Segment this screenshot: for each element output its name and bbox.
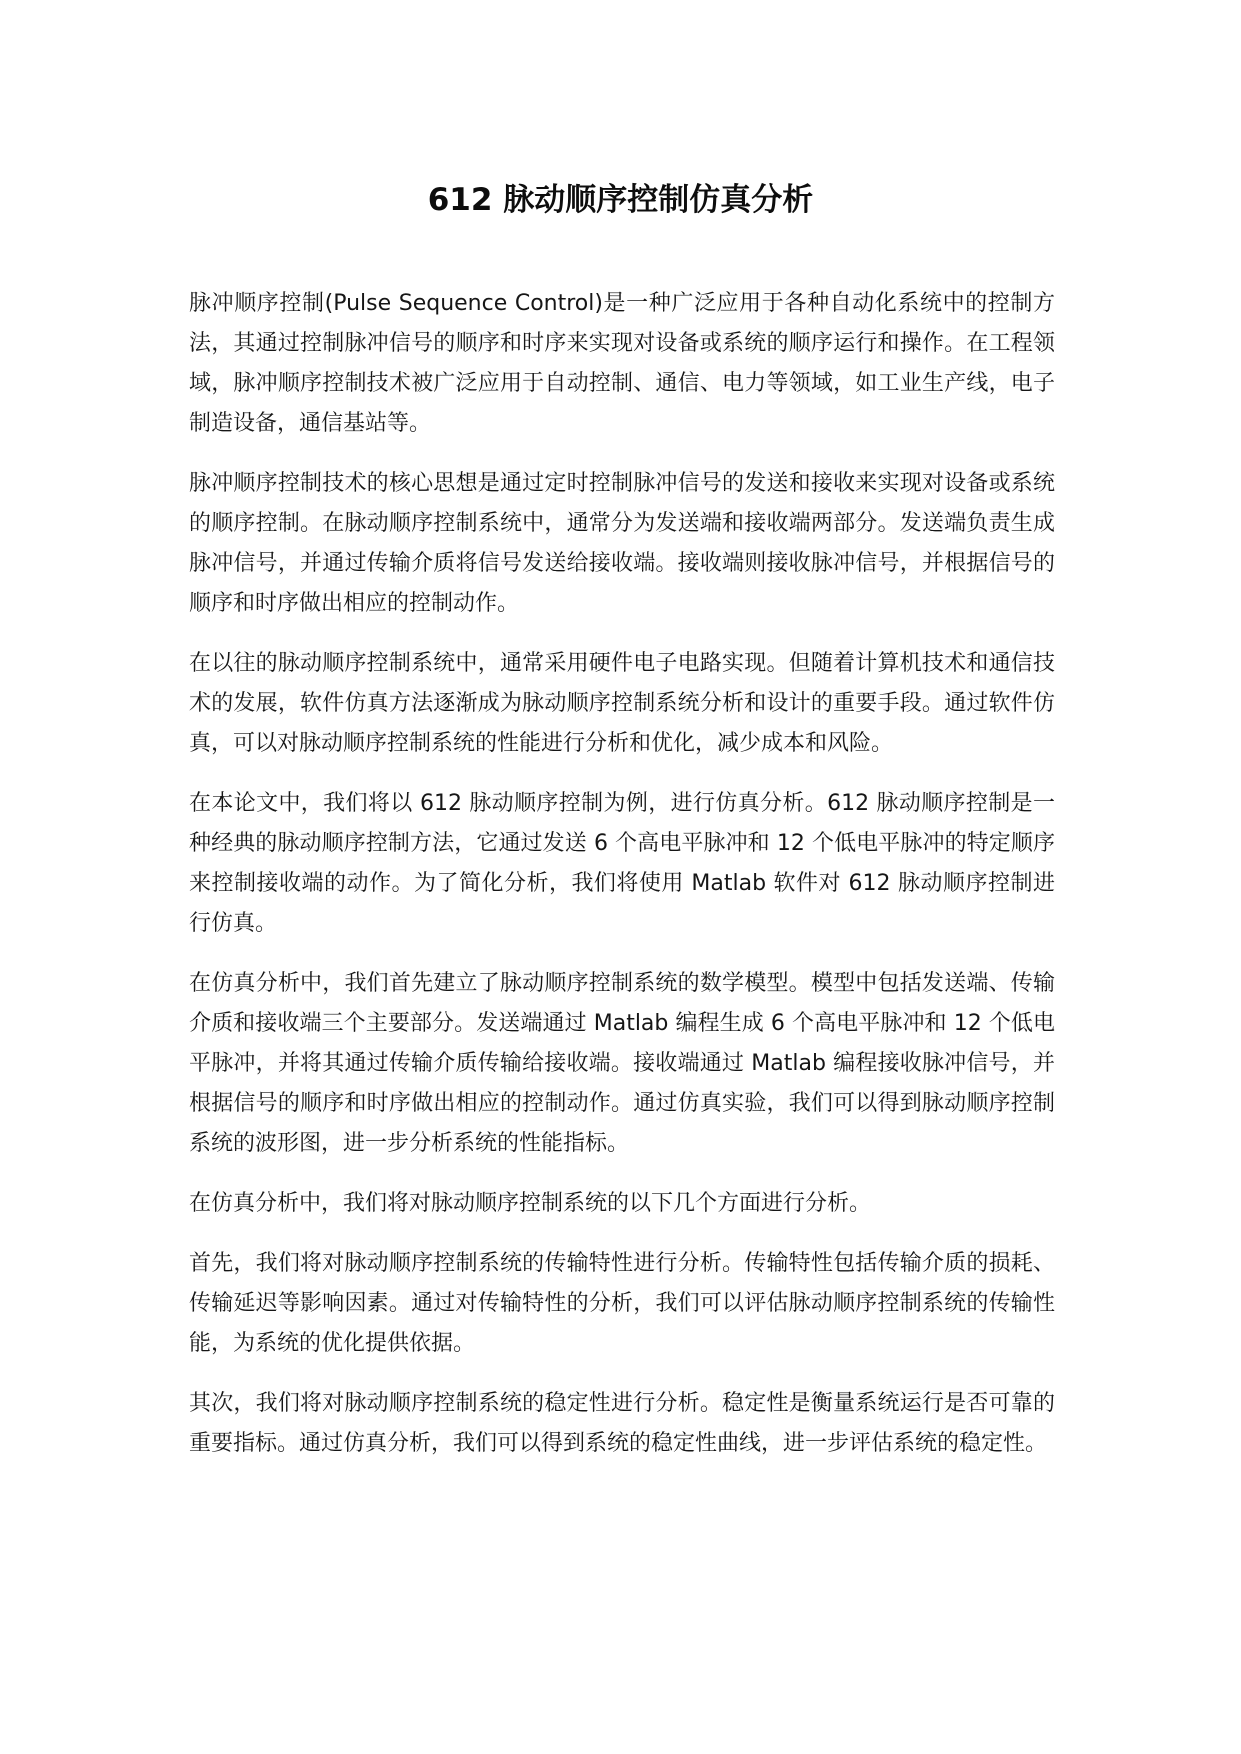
paragraph-6: 在仿真分析中，我们将对脉动顺序控制系统的以下几个方面进行分析。 [189, 1191, 872, 1216]
paragraph-8: 其次，我们将对脉动顺序控制系统的稳定性进行分析。稳定性是衡量系统运行是否可靠的重要指标。通过仿真分析，我们可以得到系统的稳定性曲线，进一步评估系统的稳定性。 [189, 1391, 1055, 1456]
paragraph-5: 在仿真分析中，我们首先建立了脉动顺序控制系统的数学模型。模型中包括发送端、传输介质和接收端三个主要部分。发送端通过 Matlab 编程生成 6 个高电平脉冲和 12 个低电平脉冲，并将其通过传输介质传输给接收端。接收端通过 Matlab 编程接收脉冲信号，并根据信号的顺序和时序做出相应的控制动作。通过仿真实验，我们可以得到脉动顺序控制系统的波形图，进一步分析系统的性能指标。 [189, 971, 1055, 1156]
paragraph-2: 脉冲顺序控制技术的核心思想是通过定时控制脉冲信号的发送和接收来实现对设备或系统的顺序控制。在脉动顺序控制系统中，通常分为发送端和接收端两部分。发送端负责生成脉冲信号，并通过传输介质将信号发送给接收端。接收端则接收脉冲信号，并根据信号的顺序和时序做出相应的控制动作。 [189, 471, 1055, 616]
document-body [189, 284, 1055, 1484]
paragraph-4: 在本论文中，我们将以 612 脉动顺序控制为例，进行仿真分析。612 脉动顺序控制是一种经典的脉动顺序控制方法，它通过发送 6 个高电平脉冲和 12 个低电平脉冲的特定顺序来控制接收端的动作。为了简化分析，我们将使用 Matlab 软件对 612 脉动顺序控制进行仿真。 [189, 791, 1055, 936]
paragraph-7: 首先，我们将对脉动顺序控制系统的传输特性进行分析。传输特性包括传输介质的损耗、传输延迟等影响因素。通过对传输特性的分析，我们可以评估脉动顺序控制系统的传输性能，为系统的优化提供依据。 [189, 1251, 1055, 1356]
paragraph-1: 脉冲顺序控制(Pulse Sequence Control)是一种广泛应用于各种自动化系统中的控制方法，其通过控制脉冲信号的顺序和时序来实现对设备或系统的顺序运行和操作。在工程领域，脉冲顺序控制技术被广泛应用于自动控制、通信、电力等领域，如工业生产线，电子制造设备，通信基站等。 [189, 291, 1055, 436]
paragraph-3: 在以往的脉动顺序控制系统中，通常采用硬件电子电路实现。但随着计算机技术和通信技术的发展，软件仿真方法逐渐成为脉动顺序控制系统分析和设计的重要手段。通过软件仿真，可以对脉动顺序控制系统的性能进行分析和优化，减少成本和风险。 [189, 651, 1055, 756]
document-title: 612 脉动顺序控制仿真分析 [427, 182, 814, 218]
